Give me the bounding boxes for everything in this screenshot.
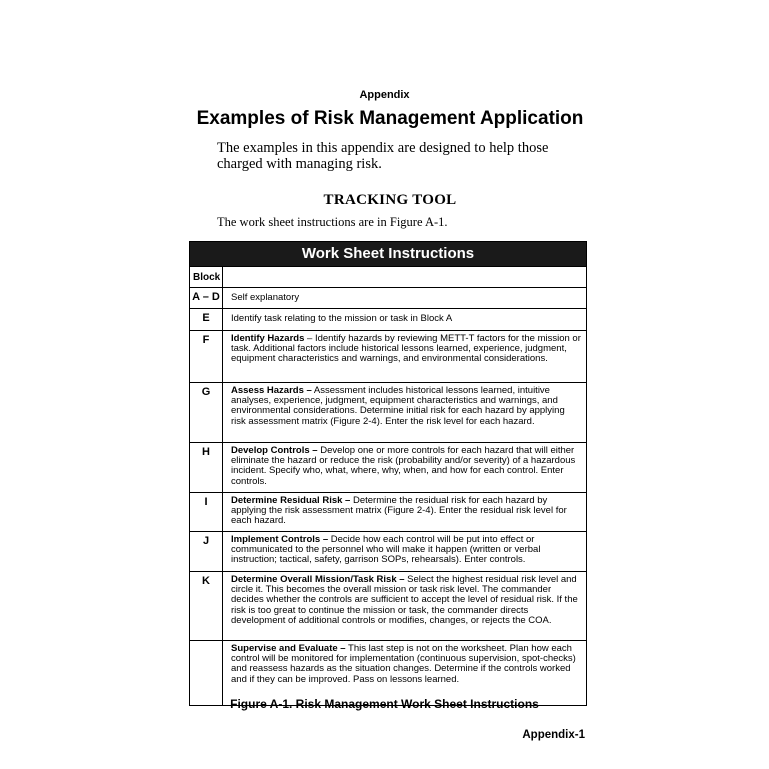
table-row — [190, 640, 586, 705]
section-lead: The work sheet instructions are in Figure A-1. — [217, 215, 448, 229]
row-description — [223, 443, 586, 492]
page-number: Appendix-1 — [522, 729, 585, 741]
table-column-header-row — [190, 266, 586, 287]
row-heading: Identify Hazards — [231, 333, 305, 344]
row-heading: Implement Controls – — [231, 534, 329, 545]
row-description — [223, 331, 586, 382]
table-row — [190, 442, 586, 492]
table-title: Work Sheet Instructions — [190, 242, 586, 266]
row-text: Assessment includes historical lessons learned, intuitive analyses, experience, judgment, equipment characteristics and warnings, and environmental considerations. Determine initial risk for each hazard by applying risk assessment matrix (Figure 2-4). Enter the risk level for each hazard. — [231, 385, 565, 427]
appendix-label: Appendix — [359, 89, 410, 101]
block-id: J — [190, 532, 223, 571]
table-row — [190, 571, 586, 640]
table-row — [190, 531, 586, 571]
table-row — [190, 308, 586, 330]
row-description — [223, 309, 586, 330]
row-description — [223, 641, 586, 705]
table-row — [190, 382, 586, 442]
row-heading: Determine Residual Risk – — [231, 495, 351, 506]
row-text: Self explanatory — [231, 292, 300, 303]
block-id — [190, 641, 223, 705]
block-id: I — [190, 493, 223, 531]
row-text: – Identify hazards by reviewing METT-T factors for the mission or task. Additional factors include historical lessons learned, experience, judgment, equipment characteristics and warnings, and environmental considerations. — [231, 333, 581, 365]
block-id: H — [190, 443, 223, 492]
row-text: Identify task relating to the mission or task in Block A — [231, 313, 453, 324]
row-description — [223, 493, 586, 531]
block-column-header: Block — [190, 267, 223, 287]
row-heading: Assess Hazards – — [231, 385, 312, 396]
row-heading: Determine Overall Mission/Task Risk – — [231, 574, 405, 585]
row-text: This last step is not on the worksheet. Plan how each control will be monitored for implementation (continuous supervision, spot-checks) and reassess hazards as the situation changes. Determine if the controls worked and if they can be improved. Pass on lessons learned. — [231, 643, 576, 685]
block-id: K — [190, 572, 223, 640]
block-id: A – D — [190, 288, 223, 308]
row-heading: Supervise and Evaluate – — [231, 643, 346, 654]
block-id: F — [190, 331, 223, 382]
block-id: G — [190, 383, 223, 442]
row-text: Determine the residual risk for each hazard by applying the risk assessment matrix (Figure 2-4). Enter the residual risk level for each hazard. — [231, 495, 567, 527]
row-text: Develop one or more controls for each hazard that will either eliminate the hazard or reduce the risk (probability and/or severity) of a hazardous incident. Specify who, what, where, why, when, and how for each control. Enter controls. — [231, 445, 576, 487]
block-id: E — [190, 309, 223, 330]
row-description — [223, 532, 586, 571]
row-description — [223, 383, 586, 442]
table-row — [190, 330, 586, 382]
table-row — [190, 492, 586, 531]
row-heading: Develop Controls – — [231, 445, 318, 456]
intro-paragraph: The examples in this appendix are designed to help those charged with managing risk. — [217, 140, 549, 172]
description-column-header — [223, 267, 586, 287]
row-description — [223, 572, 586, 640]
page-title: Examples of Risk Management Application — [196, 108, 584, 129]
figure-caption: Figure A-1. Risk Management Work Sheet Instructions — [230, 697, 539, 711]
row-text: Decide how each control will be put into effect or communicated to the personnel who will make it happen (written or verbal instruction; tactical, safety, garrison SOPs, rehearsals). Enter controls. — [231, 534, 541, 566]
table-row — [190, 287, 586, 308]
work-sheet-instructions-table — [189, 241, 587, 706]
row-description — [223, 288, 586, 308]
row-text: Select the highest residual risk level and circle it. This becomes the overall mission or task risk level. The commander decides whether the controls are sufficient to accept the level of residual risk. If the risk is too great to continue the mission or task, the commander directs development of additional controls or modifies, changes, or rejects the COA. — [231, 574, 578, 626]
section-title: TRACKING TOOL — [323, 192, 457, 208]
